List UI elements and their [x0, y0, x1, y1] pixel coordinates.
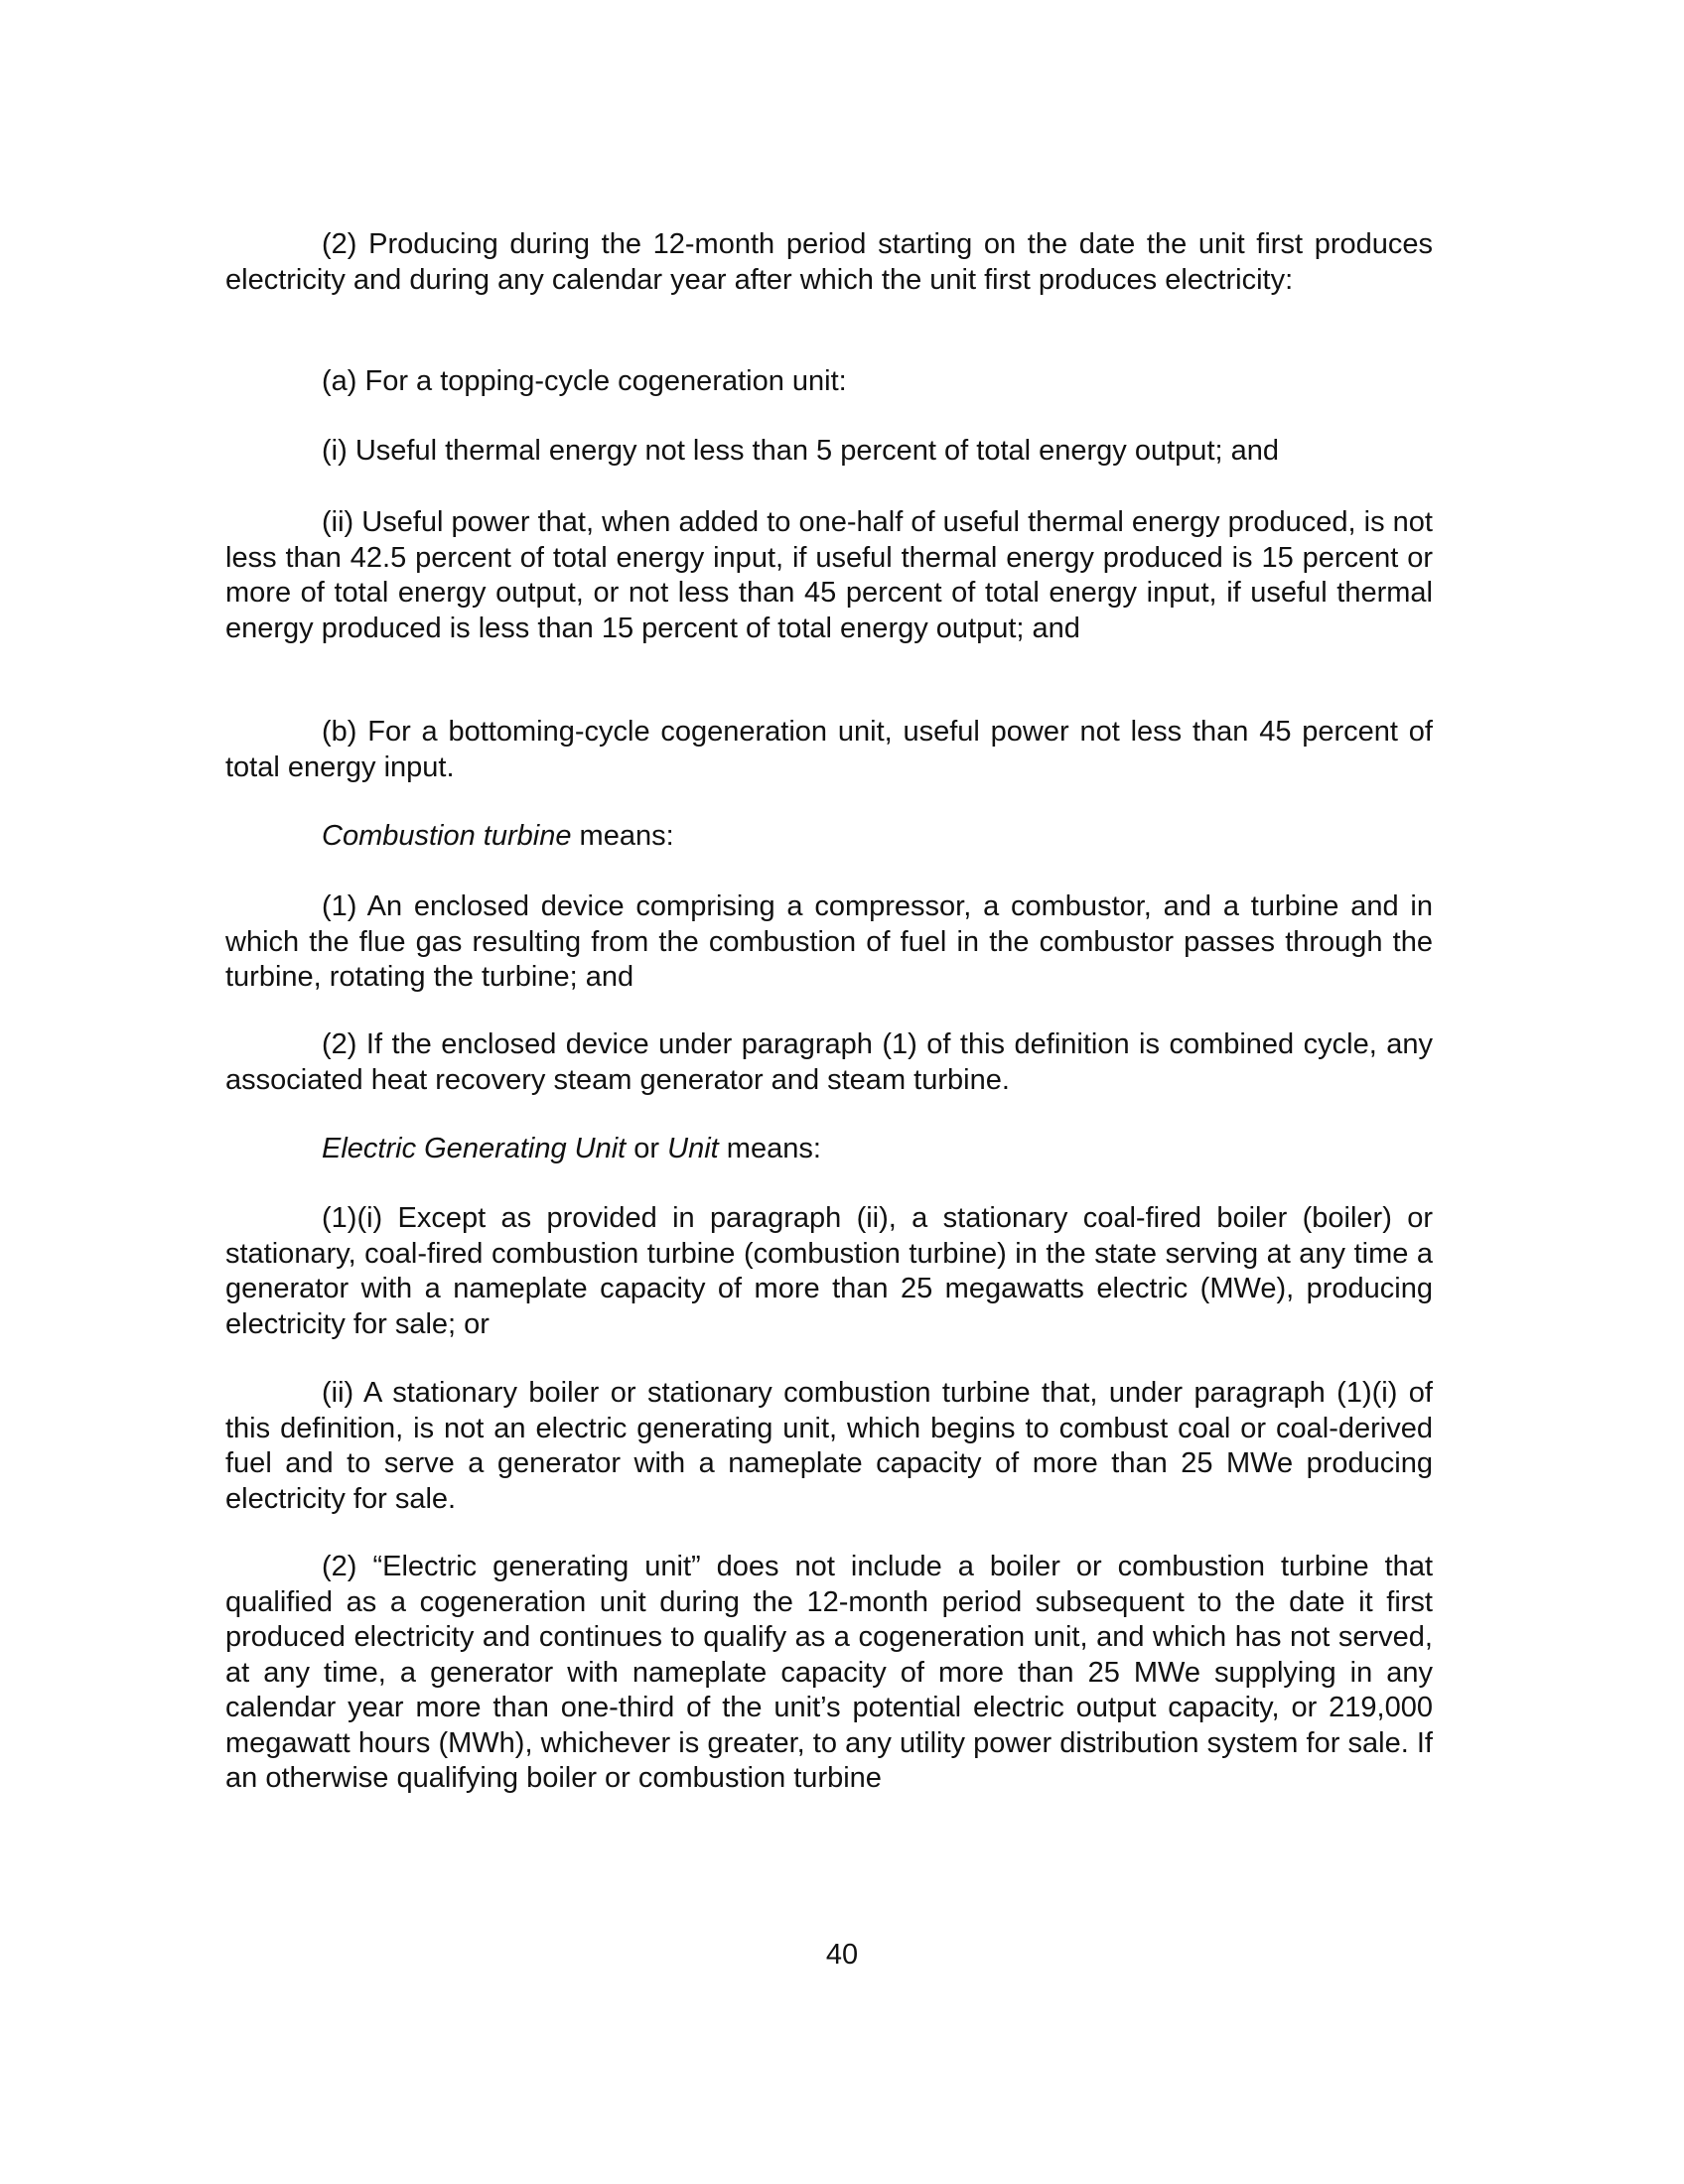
definition-heading-electric-generating-unit	[322, 1132, 821, 1167]
paragraph-producing-period: (2) Producing during the 12-month period starting on the date the unit first produces electricity and during any calendar year after which the unit first produces electricity:	[225, 228, 1433, 296]
defined-term-unit: Unit	[667, 1133, 719, 1164]
paragraph-combined-cycle: (2) If the enclosed device under paragraph (1) of this definition is combined cycle, any associated heat recovery steam generator and steam turbine.	[225, 1028, 1433, 1096]
paragraph-egu-exclusion: (2) “Electric generating unit” does not include a boiler or combustion turbine that qualified as a cogeneration unit during the 12-month period subsequent to the date it first produced electricity and continues to qualify as a cogeneration unit, and which has not served, at any time, a generator with nameplate capacity of more than 25 MWe supplying in any calendar year more than one-third of the unit’s potential electric output capacity, or 219,000 megawatt hours (MWh), whichever is greater, to any utility power distribution system for sale. If an otherwise qualifying boiler or combustion turbine	[225, 1551, 1433, 1794]
definition-suffix: means:	[718, 1133, 821, 1164]
paragraph-useful-thermal-energy: (i) Useful thermal energy not less than 5 percent of total energy output; and	[322, 435, 1279, 467]
definition-heading-combustion-turbine	[322, 819, 674, 855]
definition-suffix: means:	[571, 820, 674, 852]
paragraph-bottoming-cycle: (b) For a bottoming-cycle cogeneration unit, useful power not less than 45 percent of total energy input.	[225, 716, 1433, 783]
paragraph-useful-power: (ii) Useful power that, when added to one-half of useful thermal energy produced, is not less than 42.5 percent of total energy input, if useful thermal energy produced is 15 percent or more of total energy output, or not less than 45 percent of total energy input, if useful thermal energy produced is less than 15 percent of total energy output; and	[225, 506, 1433, 644]
paragraph-enclosed-device: (1) An enclosed device comprising a compressor, a combustor, and a turbine and in which the flue gas resulting from the combustion of fuel in the combustor passes through the turbine, rotating the turbine; and	[225, 890, 1433, 993]
paragraph-coal-fired-boiler: (1)(i) Except as provided in paragraph (ii), a stationary coal-fired boiler (boiler) or stationary, coal-fired combustion turbine (combustion turbine) in the state serving at any time a generator with a nameplate capacity of more than 25 megawatts electric (MWe), producing electricity for sale; or	[225, 1202, 1433, 1340]
defined-term-combustion-turbine: Combustion turbine	[322, 820, 572, 852]
defined-term-electric-generating-unit: Electric Generating Unit	[322, 1133, 627, 1164]
definition-connector: or	[626, 1133, 668, 1164]
paragraph-stationary-boiler: (ii) A stationary boiler or stationary combustion turbine that, under paragraph (1)(i) of this definition, is not an electric generating unit, which begins to combust coal or coal-derived fuel and to serve a generator with a nameplate capacity of more than 25 MWe producing electricity for sale.	[225, 1377, 1433, 1515]
page-number: 40	[825, 1939, 859, 1971]
paragraph-topping-cycle: (a) For a topping-cycle cogeneration unit:	[322, 365, 847, 397]
